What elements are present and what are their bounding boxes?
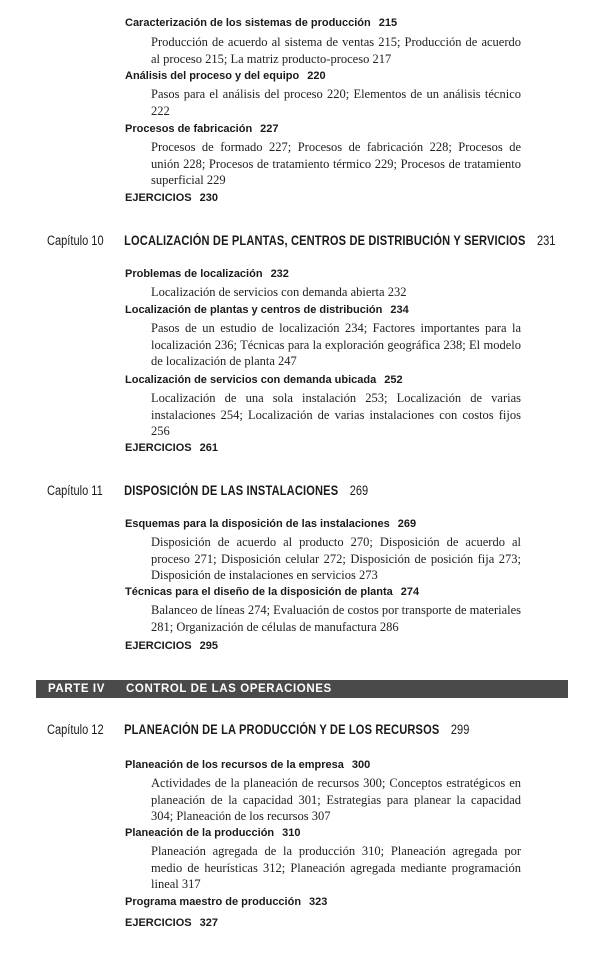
section-page-number: 274 xyxy=(400,586,420,598)
chapter-page-number: 231 xyxy=(536,233,556,248)
exercises-label: EJERCICIOS xyxy=(125,192,192,204)
toc-exercises-heading xyxy=(125,191,218,205)
exercises-page-number: 230 xyxy=(199,192,218,204)
exercises-label: EJERCICIOS xyxy=(125,917,192,929)
section-title: Programa maestro de producción xyxy=(125,896,302,908)
section-title: Localización de servicios con demanda ubicada xyxy=(125,374,377,386)
toc-section-heading xyxy=(125,758,370,772)
toc-section-heading xyxy=(125,373,403,387)
exercises-page-number: 295 xyxy=(199,640,218,652)
section-page-number: 234 xyxy=(390,304,409,316)
toc-subentries: Pasos de un estudio de localización 234; Factores importantes para la localización 236; Técnicas para la exploración geográfica 238; El modelo de localización de planta 247 xyxy=(151,321,521,368)
section-page-number: 215 xyxy=(378,17,398,29)
chapter-page-number: 269 xyxy=(349,483,369,498)
exercises-page-number: 261 xyxy=(199,442,218,454)
toc-subentries: Localización de servicios con demanda abierta 232 xyxy=(151,285,407,299)
part-banner xyxy=(36,680,568,698)
section-page-number: 323 xyxy=(309,896,328,908)
chapter-title: DISPOSICIÓN DE LAS INSTALACIONES xyxy=(124,483,339,498)
chapter-heading xyxy=(47,232,556,250)
section-title: Planeación de los recursos de la empresa xyxy=(125,759,344,771)
chapter-page-number: 299 xyxy=(450,722,470,737)
section-title: Análisis del proceso y del equipo xyxy=(125,70,300,82)
part-title: CONTROL DE LAS OPERACIONES xyxy=(126,683,332,695)
section-title: Técnicas para el diseño de la disposición de planta xyxy=(125,586,393,598)
toc-subentries: Actividades de la planeación de recursos 300; Conceptos estratégicos en planeación de la capacidad 301; Estrategias para planear la capacidad 304; Planeación de los recursos 307 xyxy=(151,776,521,823)
section-page-number: 220 xyxy=(307,70,326,82)
toc-section-heading xyxy=(125,895,327,909)
chapter-heading xyxy=(47,482,473,500)
section-page-number: 269 xyxy=(397,518,417,530)
toc-subentries: Balanceo de líneas 274; Evaluación de costos por transporte de materiales 281; Organización de células de manufactura 286 xyxy=(151,603,522,634)
toc-exercises-heading xyxy=(125,639,218,653)
toc-section-heading xyxy=(125,585,419,599)
chapter-label: Capítulo 12 xyxy=(47,722,104,737)
section-page-number: 227 xyxy=(260,123,279,135)
section-page-number: 300 xyxy=(351,759,371,771)
section-title: Localización de plantas y centros de distribución xyxy=(125,304,383,316)
section-page-number: 232 xyxy=(270,268,289,280)
toc-subentries: Pasos para el análisis del proceso 220; Elementos de un análisis técnico 222 xyxy=(151,87,521,118)
chapter-heading xyxy=(47,721,473,739)
exercises-page-number: 327 xyxy=(199,917,218,929)
section-title: Planeación de la producción xyxy=(125,827,275,839)
toc-section-heading xyxy=(125,69,326,83)
chapter-label: Capítulo 11 xyxy=(47,483,103,498)
exercises-label: EJERCICIOS xyxy=(125,640,192,652)
section-page-number: 252 xyxy=(384,374,403,386)
section-title: Caracterización de los sistemas de producción xyxy=(125,17,371,29)
toc-subentries: Producción de acuerdo al sistema de ventas 215; Producción de acuerdo al proceso 215; La matriz producto-proceso 217 xyxy=(151,35,521,66)
toc-section-heading xyxy=(125,122,279,136)
toc-section-heading xyxy=(125,303,409,317)
chapter-title: PLANEACIÓN DE LA PRODUCCIÓN Y DE LOS RECURSOS xyxy=(124,722,440,737)
toc-subentries: Procesos de formado 227; Procesos de fabricación 228; Procesos de unión 228; Procesos de tratamiento térmico 229; Procesos de tratamiento superficial 229 xyxy=(151,140,521,187)
exercises-label: EJERCICIOS xyxy=(125,442,192,454)
section-title: Esquemas para la disposición de las instalaciones xyxy=(125,518,390,530)
toc-exercises-heading xyxy=(125,916,218,930)
section-title: Procesos de fabricación xyxy=(125,123,253,135)
toc-subentries: Localización de una sola instalación 253; Localización de varias instalaciones 254; Localización de varias instalaciones con costos fijos 256 xyxy=(151,391,521,438)
toc-subentries: Disposición de acuerdo al producto 270; Disposición de acuerdo al proceso 271; Disposición celular 272; Disposición de posición fija 273; Disposición de instalaciones en servicios 273 xyxy=(151,535,521,582)
section-title: Problemas de localización xyxy=(125,268,263,280)
toc-exercises-heading xyxy=(125,441,218,455)
section-page-number: 310 xyxy=(282,827,301,839)
toc-section-heading xyxy=(125,16,397,30)
part-label: PARTE IV xyxy=(48,683,105,695)
toc-section-heading xyxy=(125,517,416,531)
toc-subentries: Planeación agregada de la producción 310; Planeación agregada por medio de heurísticas 312; Planeación agregada mediante programación lineal 317 xyxy=(151,844,521,891)
toc-section-heading xyxy=(125,267,289,281)
toc-section-heading xyxy=(125,826,301,840)
chapter-label: Capítulo 10 xyxy=(47,233,104,248)
chapter-title: LOCALIZACIÓN DE PLANTAS, CENTROS DE DISTRIBUCIÓN Y SERVICIOS xyxy=(124,233,526,248)
